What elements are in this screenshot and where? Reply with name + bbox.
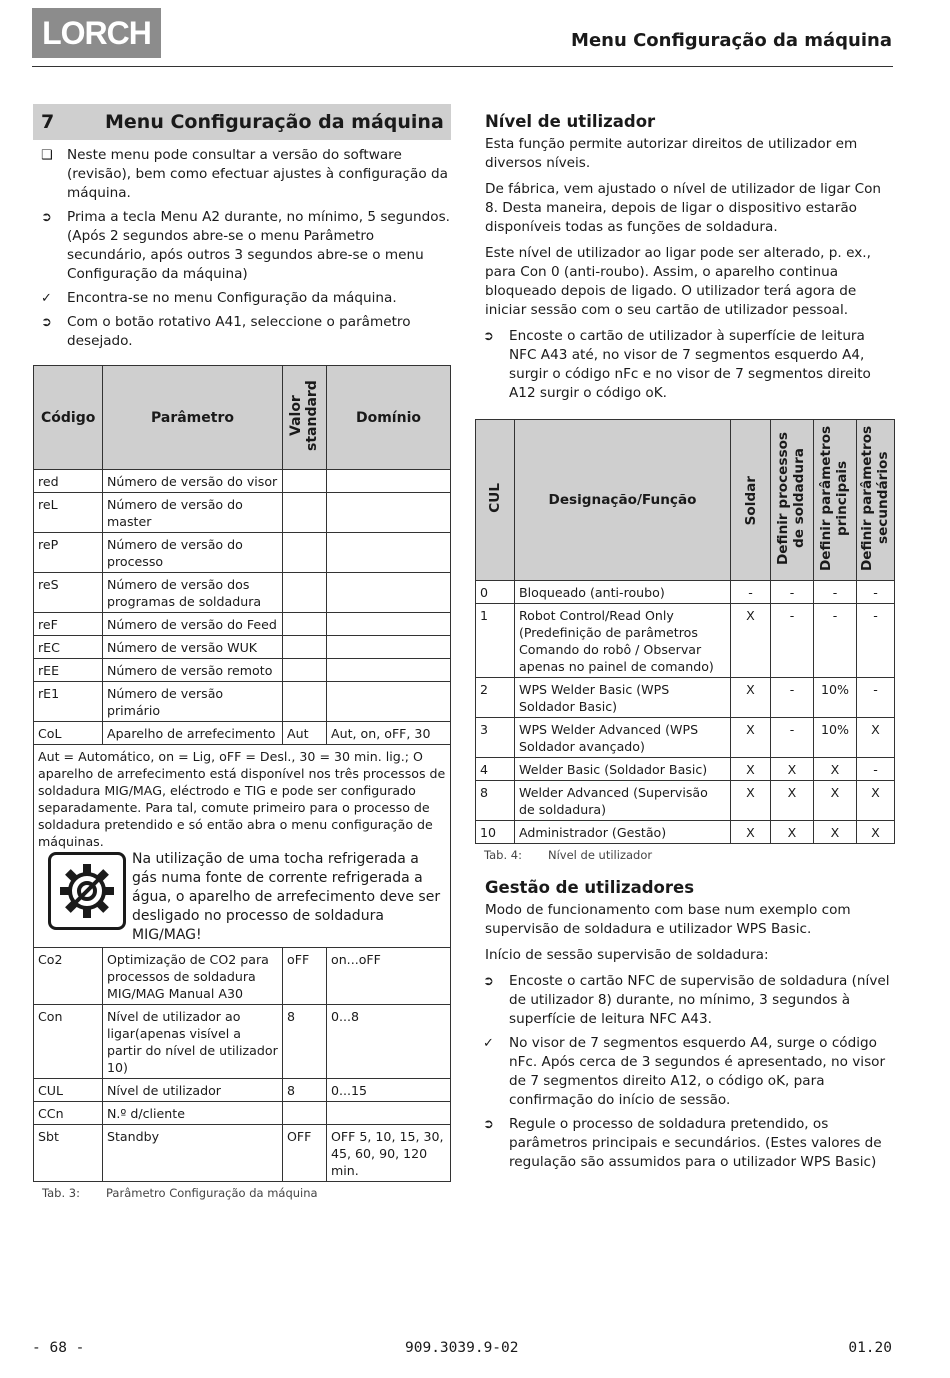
cell-processes: X [771,758,814,781]
step-text: Com o botão rotativo A41, seleccione o parâmetro desejado. [67,314,411,349]
cell-secondary-params: X [857,718,895,758]
header-processes-label: Definir processos de soldadura [775,431,807,565]
cell-cul: 4 [476,758,515,781]
table-row [34,613,451,636]
cell-domain: on...oFF [327,948,451,1005]
step-text: Neste menu pode consultar a versão do software (revisão), bem como efectuar ajustes à configuração da máquina. [67,147,448,201]
cell-processes: - [771,581,814,604]
cell-param: Standby [103,1125,283,1182]
table-row [34,948,451,1005]
paragraph: De fábrica, vem ajustado o nível de utilizador de ligar Con 8. Desta maneira, depois de ligar o dispositivo estarão disponíveis todas as funções de soldadura. [485,181,882,235]
cell-domain [327,470,451,493]
cell-cul: 1 [476,604,515,678]
cell-domain [327,1102,451,1125]
cell-designation: Administrador (Gestão) [515,821,731,844]
cell-default [283,533,327,573]
header-designation: Designação/Função [515,420,731,581]
table-row [476,604,895,678]
step-text: Encoste o cartão NFC de supervisão de soldadura (nível de utilizador 8) durante, no mínimo, 3 segundos à superfície de leitura NFC A43. [509,973,890,1027]
cell-secondary-params: X [857,821,895,844]
cell-secondary-params: - [857,581,895,604]
cell-code: Co2 [34,948,103,1005]
cell-param: Optimização de CO2 para processos de soldadura MIG/MAG Manual A30 [103,948,283,1005]
cell-default [283,1102,327,1125]
cell-param: N.º d/cliente [103,1102,283,1125]
step-item [475,1034,895,1110]
cell-cul: 0 [476,581,515,604]
header-divider [32,66,893,67]
header-secondary-params [857,420,895,581]
cell-param: Número de versão do master [103,493,283,533]
left-column [33,104,451,1200]
cell-param: Nível de utilizador ao ligar(apenas visível a partir do nível de utilizador 10) [103,1005,283,1079]
chapter-number: 7 [41,111,55,133]
table-row [476,678,895,718]
table-row [34,1125,451,1182]
page-number: - 68 - [32,1340,85,1356]
cell-designation: Welder Basic (Soldador Basic) [515,758,731,781]
table-row [34,636,451,659]
arrow-icon: ➲ [483,1117,494,1132]
hazard-text: Na utilização de uma tocha refrigerada a gás numa fonte de corrente refrigerada a água, o aparelho de arrefecimento deve ser desligado no processo de soldadura MIG/MAG! [132,851,441,943]
step-text: Encontra-se no menu Configuração da máquina. [67,290,397,306]
note-cell [34,745,451,948]
table-row [476,718,895,758]
header-domain: Domínio [327,366,451,470]
step-text: Regule o processo de soldadura pretendido, os parâmetros principais e secundários. (Estes valores de regulação são assumidos para o utilizador WPS Basic) [509,1116,882,1170]
cell-processes: - [771,678,814,718]
table-row [34,682,451,722]
intro-steps [33,146,451,351]
cell-param: Número de versão WUK [103,636,283,659]
cell-default [283,682,327,722]
header-main-params [814,420,857,581]
header-default-label: Valor standard [287,380,320,451]
table-row [34,573,451,613]
right-column [475,112,895,1177]
cell-secondary-params: - [857,758,895,781]
cell-domain: OFF 5, 10, 15, 30, 45, 60, 90, 120 min. [327,1125,451,1182]
cell-designation: Robot Control/Read Only (Predefinição de parâmetros Comando do robô / Observar apenas no painel de comando) [515,604,731,678]
cell-code: reS [34,573,103,613]
paragraph: Esta função permite autorizar direitos de utilizador em diversos níveis. [485,136,858,171]
step-item [475,972,895,1029]
table-caption [475,848,895,862]
cell-designation: Welder Advanced (Supervisão de soldadura) [515,781,731,821]
cell-default [283,659,327,682]
cell-weld: X [731,758,771,781]
coolant-gear-icon [48,852,126,930]
cell-processes: X [771,821,814,844]
cell-code: CUL [34,1079,103,1102]
user-level-table [475,419,895,844]
cell-main-params: - [814,604,857,678]
chapter-title: Menu Configuração da máquina [105,111,444,133]
cell-main-params: 10% [814,718,857,758]
cell-code: reP [34,533,103,573]
parameter-table [33,365,451,1182]
header-default [283,366,327,470]
cell-param: Número de versão do visor [103,470,283,493]
header-weld-label: Soldar [742,476,759,526]
cell-code: rEC [34,636,103,659]
cell-designation: WPS Welder Advanced (WPS Soldador avançado) [515,718,731,758]
cell-code: red [34,470,103,493]
cell-designation: WPS Welder Basic (WPS Soldador Basic) [515,678,731,718]
hazard-notice [38,850,446,945]
cell-main-params: X [814,758,857,781]
cell-code: Con [34,1005,103,1079]
cell-processes: - [771,604,814,678]
cell-code: rE1 [34,682,103,722]
cell-main-params: 10% [814,678,857,718]
header-parameter: Parâmetro [103,366,283,470]
checkmark-icon: ✓ [483,1036,494,1051]
caption-label: Tab. 3: [42,1186,80,1200]
user-management-heading: Gestão de utilizadores [485,878,695,897]
cell-cul: 10 [476,821,515,844]
cell-secondary-params: - [857,678,895,718]
document-date: 01.20 [848,1340,892,1356]
step-item [475,1115,895,1172]
checkmark-icon: ✓ [41,291,52,306]
cell-param: Aparelho de arrefecimento [103,722,283,745]
step-item [33,146,451,203]
header-code: Código [34,366,103,470]
arrow-icon: ➲ [41,210,52,225]
cell-code: CoL [34,722,103,745]
table-row [34,533,451,573]
header-secondary-params-label: Definir parâmetros secundários [858,425,891,571]
cell-domain [327,573,451,613]
cell-domain [327,493,451,533]
cell-default: Aut [283,722,327,745]
table-row [34,1102,451,1125]
cell-domain: Aut, on, oFF, 30 [327,722,451,745]
cell-param: Número de versão primário [103,682,283,722]
step-item [33,208,451,284]
cell-default [283,470,327,493]
cell-weld: X [731,604,771,678]
cell-designation: Bloqueado (anti-roubo) [515,581,731,604]
cell-secondary-params: X [857,781,895,821]
user-level-heading: Nível de utilizador [485,112,656,131]
cell-default [283,493,327,533]
cell-param: Número de versão do processo [103,533,283,573]
table-row [476,781,895,821]
cell-secondary-params: - [857,604,895,678]
chapter-heading [33,104,451,140]
header-main-params-label: Definir parâmetros principais [818,425,850,571]
table-row [34,470,451,493]
header-cul [476,420,515,581]
cell-cul: 8 [476,781,515,821]
arrow-icon: ➲ [483,974,494,989]
step-text: Prima a tecla Menu A2 durante, no mínimo, 5 segundos. (Após 2 segundos abre-se o menu Parâmetro secundário, após outros 3 segundos abre-se o menu Configuração da máquina) [67,209,450,282]
cell-param: Número de versão remoto [103,659,283,682]
cooling-note: Aut = Automático, on = Lig, oFF = Desl., 30 = 30 min. lig.; O aparelho de arrefecimento está disponível nos três processos de soldadura MIG/MAG, eléctrodo e TIG e pode ser configurado separadamente. Para tal, comute primeiro para o processo de soldadura pretendido e só então abra o menu configuração de máquinas. [38,749,446,849]
cell-cul: 3 [476,718,515,758]
cell-domain: 0...8 [327,1005,451,1079]
cell-domain [327,682,451,722]
cell-default [283,636,327,659]
cell-default: OFF [283,1125,327,1182]
cell-weld: X [731,821,771,844]
cell-default: 8 [283,1005,327,1079]
caption-label: Tab. 4: [484,848,522,862]
cell-default [283,573,327,613]
step-text: No visor de 7 segmentos esquerdo A4, surge o código nFc. Após cerca de 3 segundos é apresentado, no visor de 7 segmentos direito A12, o código oK, para confirmação do início de sessão. [509,1035,886,1108]
cell-weld: X [731,678,771,718]
checkbox-icon: ❑ [41,148,53,163]
cell-main-params: X [814,821,857,844]
header-weld [731,420,771,581]
arrow-icon: ➲ [41,315,52,330]
step-item [33,313,451,351]
paragraph: Início de sessão supervisão de soldadura: [485,947,769,963]
cell-domain [327,533,451,573]
lorch-logo: LORCH [32,8,161,58]
table-row [476,821,895,844]
cell-param: Número de versão dos programas de soldadura [103,573,283,613]
cell-code: Sbt [34,1125,103,1182]
table-row [34,659,451,682]
caption-text: Parâmetro Configuração da máquina [106,1186,318,1200]
arrow-icon: ➲ [483,329,494,344]
paragraph: Modo de funcionamento com base num exemplo com supervisão de soldadura e utilizador WPS Basic. [485,902,851,937]
table-row [476,758,895,781]
cell-cul: 2 [476,678,515,718]
cell-domain [327,613,451,636]
step-item [475,327,895,403]
cell-code: rEE [34,659,103,682]
cell-domain [327,659,451,682]
table-row [476,581,895,604]
cell-default [283,613,327,636]
caption-text: Nível de utilizador [548,848,653,862]
header-processes [771,420,814,581]
table-row [34,722,451,745]
cell-param: Nível de utilizador [103,1079,283,1102]
step-item [33,289,451,308]
cell-code: reL [34,493,103,533]
table-row [34,493,451,533]
header-cul-label: CUL [487,483,503,513]
cell-processes: X [771,781,814,821]
table-row [34,1005,451,1079]
cell-domain: 0...15 [327,1079,451,1102]
cell-param: Número de versão do Feed [103,613,283,636]
cell-processes: - [771,718,814,758]
paragraph: Este nível de utilizador ao ligar pode ser alterado, p. ex., para Con 0 (anti-roubo). Assim, o aparelho continua bloqueado depois de ligado. O utilizador terá agora de iniciar sessão com o seu cartão de utilizador pessoal. [485,245,871,318]
cell-main-params: - [814,581,857,604]
cell-default: 8 [283,1079,327,1102]
cell-default: oFF [283,948,327,1005]
cell-weld: - [731,581,771,604]
cell-code: CCn [34,1102,103,1125]
cell-main-params: X [814,781,857,821]
note-row [34,745,451,948]
table-caption [33,1186,451,1200]
document-number: 909.3039.9-02 [405,1340,519,1356]
cell-code: reF [34,613,103,636]
cell-weld: X [731,781,771,821]
cell-domain [327,636,451,659]
table-row [34,1079,451,1102]
step-text: Encoste o cartão de utilizador à superfície de leitura NFC A43 até, no visor de 7 segmentos esquerdo A4, surgir o código nFc e no visor de 7 segmentos direito A12 surgir o código oK. [509,328,871,401]
header-title: Menu Configuração da máquina [571,30,892,51]
cell-weld: X [731,718,771,758]
